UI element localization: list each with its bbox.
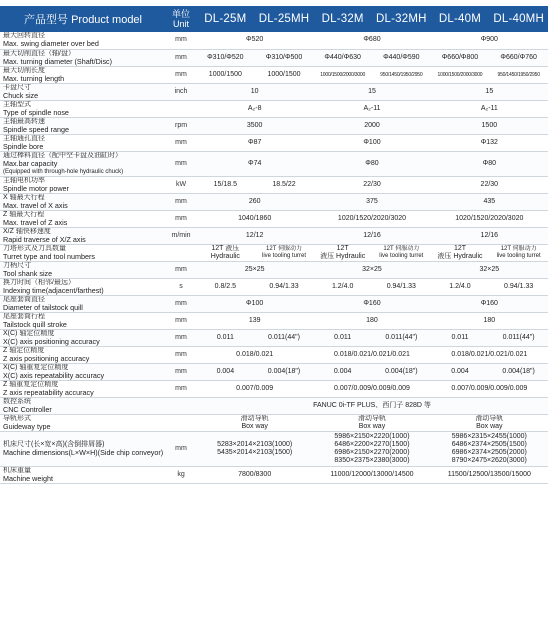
spec-name-cell	[0, 397, 166, 414]
spec-name-cn: Z 轴重复定位精度	[3, 380, 59, 388]
spec-unit-cell	[166, 397, 196, 414]
spec-name-cell	[0, 414, 166, 431]
model-header-1: DL-25MH	[255, 6, 314, 32]
spec-name-cn: X(C) 轴重复定位精度	[3, 363, 69, 371]
spec-name-en: Chuck size	[3, 90, 39, 100]
spec-value-cell	[313, 244, 372, 261]
spec-unit-cell: mm	[166, 193, 196, 210]
spec-value-cell: 1000/1500/2000/3000	[431, 66, 490, 83]
spec-row	[0, 380, 548, 397]
spec-name-cn: 主轴最高转速	[3, 117, 45, 125]
spec-unit-cell: kg	[166, 466, 196, 483]
spec-name-en: Spindle speed range	[3, 124, 69, 134]
unit-header	[166, 6, 196, 32]
spec-value-line: Box way	[241, 422, 268, 430]
spec-name-cn: 换刀时间（相邻/最远）	[3, 278, 75, 286]
spec-value-cell: Φ440/Φ630	[313, 49, 372, 66]
spec-value-line: 6986×2150×2270(2000)	[334, 448, 410, 456]
spec-value-cell: 1020/1520/2020/3020	[431, 210, 548, 227]
spec-value-line: live tooling turret	[261, 252, 307, 259]
spec-name-cell	[0, 210, 166, 227]
spec-name-cn: 尾座套筒行程	[3, 312, 45, 320]
spec-row	[0, 466, 548, 483]
spec-name-en: Machine weight	[3, 473, 53, 483]
spec-value-cell: 25×25	[196, 261, 313, 278]
spec-unit-cell: mm	[166, 210, 196, 227]
spec-row	[0, 431, 548, 466]
spec-value-cell: 0.011	[313, 329, 372, 346]
spec-row	[0, 193, 548, 210]
spec-value-cell: Φ310/Φ500	[255, 49, 314, 66]
spec-value-line: 12T 伺服动力	[500, 245, 537, 252]
spec-value-line: 液压 Hydraulic	[320, 252, 366, 260]
spec-value-cell: 1000/1500	[196, 66, 255, 83]
spec-row	[0, 66, 548, 83]
spec-row	[0, 312, 548, 329]
spec-name-cn: 刀塔形式及刀具数量	[3, 244, 66, 252]
spec-name-en: Max. turning diameter (Shaft/Disc)	[3, 56, 113, 66]
spec-row	[0, 134, 548, 151]
spec-value-cell: 11500/12500/13500/15000	[431, 466, 548, 483]
spec-row	[0, 414, 548, 431]
spec-value-cell: 32×25	[313, 261, 430, 278]
spec-unit-cell: mm	[166, 346, 196, 363]
spec-value-cell	[255, 244, 314, 261]
spec-row	[0, 227, 548, 244]
spec-value-cell: 22/30	[431, 176, 548, 193]
spec-value-cell	[431, 414, 548, 431]
unit-header-cn: 单位	[172, 9, 191, 19]
spec-table-body	[0, 32, 548, 483]
spec-value-cell: 15	[431, 83, 548, 100]
spec-value-line: Hydraulic	[210, 252, 240, 260]
spec-unit-cell: mm	[166, 312, 196, 329]
spec-name-en-note: (Equipped with through-hole hydraulic chuck)	[3, 168, 124, 175]
spec-name-cell	[0, 100, 166, 117]
spec-name-cn: 最大回转直径	[3, 32, 45, 40]
spec-value-cell: 180	[431, 312, 548, 329]
spec-value-cell: Φ80	[431, 151, 548, 176]
spec-value-cell: 0.011(44")	[255, 329, 314, 346]
spec-value-cell: 0.004(18")	[255, 363, 314, 380]
spec-value-cell: 12/12	[196, 227, 313, 244]
spec-value-cell: Φ440/Φ590	[372, 49, 431, 66]
spec-value-line: 6486×2200×2270(1500)	[334, 440, 410, 448]
spec-name-cn: X(C) 轴定位精度	[3, 329, 55, 337]
spec-value-cell: 0.018/0.021/0.021/0.021	[431, 346, 548, 363]
spec-value-cell: 0.004	[196, 363, 255, 380]
spec-name-en: Max. swing diameter over bed	[3, 39, 99, 49]
spec-name-en: Tool shank size	[3, 268, 53, 278]
spec-name-en: Z axis repeatability accuracy	[3, 387, 94, 397]
spec-name-en: Diameter of tailstock quill	[3, 302, 83, 312]
spec-unit-cell: kW	[166, 176, 196, 193]
spec-value-cell: Φ74	[196, 151, 313, 176]
model-header-3: DL-32MH	[372, 6, 431, 32]
spec-value-cell: 1.2/4.0	[313, 278, 372, 295]
spec-value-cell: Φ660/Φ760	[489, 49, 548, 66]
spec-value-line: live tooling turret	[496, 252, 541, 259]
spec-value-line: live tooling turret	[379, 252, 424, 259]
spec-name-cn: 主轴电机功率	[3, 176, 45, 184]
spec-name-cn: 最大切削直径（轴/盘）	[3, 49, 75, 57]
spec-name-cell	[0, 346, 166, 363]
spec-name-cell	[0, 261, 166, 278]
spec-value-cell: Φ160	[313, 295, 430, 312]
model-header-2: DL-32M	[313, 6, 372, 32]
spec-value-cell: 950/1450/1950/2950	[372, 66, 431, 83]
spec-value-cell: Φ87	[196, 134, 313, 151]
spec-value-cell: 180	[313, 312, 430, 329]
spec-value-cell	[313, 431, 430, 466]
spec-value-cell: 15	[313, 83, 430, 100]
spec-value-cell: 0.004	[431, 363, 490, 380]
spec-row	[0, 329, 548, 346]
spec-name-cn: Z 轴定位精度	[3, 346, 45, 354]
spec-value-cell: 0.011	[196, 329, 255, 346]
model-header-0: DL-25M	[196, 6, 255, 32]
spec-unit-cell: mm	[166, 261, 196, 278]
spec-unit-cell: mm	[166, 151, 196, 176]
spec-row	[0, 49, 548, 66]
spec-value-cell: 375	[313, 193, 430, 210]
spec-row	[0, 261, 548, 278]
spec-value-cell: Φ310/Φ520	[196, 49, 255, 66]
spec-value-line: 12T	[336, 244, 349, 252]
spec-unit-cell: inch	[166, 83, 196, 100]
spec-name-cn: 主轴型式	[3, 100, 31, 108]
spec-value-cell: 0.018/0.021/0.021/0.021	[313, 346, 430, 363]
spec-unit-cell: mm	[166, 329, 196, 346]
model-header-5: DL-40MH	[489, 6, 548, 32]
spec-name-cn: X/Z 轴快移速度	[3, 227, 51, 235]
table-header-row	[0, 6, 548, 32]
spec-name-en: Turret type and tool numbers	[3, 251, 96, 261]
spec-value-cell: Φ100	[313, 134, 430, 151]
spec-unit-cell: s	[166, 278, 196, 295]
spec-row	[0, 100, 548, 117]
spec-name-en: Z axis positioning accuracy	[3, 353, 90, 363]
spec-unit-cell	[166, 244, 196, 261]
spec-value-cell	[313, 414, 430, 431]
spec-name-cell	[0, 83, 166, 100]
spec-value-cell: Φ660/Φ800	[431, 49, 490, 66]
spec-value-cell	[196, 414, 313, 431]
spec-value-cell: 1040/1860	[196, 210, 313, 227]
spec-name-en: Rapid traverse of X/Z axis	[3, 234, 86, 244]
spec-name-cell	[0, 117, 166, 134]
spec-value-line: 6486×2374×2505(1500)	[451, 440, 527, 448]
spec-name-cell	[0, 466, 166, 483]
spec-value-cell: Φ100	[196, 295, 313, 312]
spec-value-cell: 0.94/1.33	[255, 278, 314, 295]
spec-value-cell: 1020/1520/2020/3020	[313, 210, 430, 227]
spec-name-cn: X 轴最大行程	[3, 193, 45, 201]
spec-value-cell	[489, 244, 548, 261]
spec-value-cell: 139	[196, 312, 313, 329]
spec-unit-cell: m/min	[166, 227, 196, 244]
spec-value-cell: 1000/1500/2000/3000	[313, 66, 372, 83]
spec-value-line: 滑动导轨	[357, 414, 386, 422]
spec-row	[0, 210, 548, 227]
spec-value-cell: 0.004	[313, 363, 372, 380]
spec-value-cell: 0.94/1.33	[489, 278, 548, 295]
spec-name-cell	[0, 49, 166, 66]
spec-value-cell: 0.004(18")	[489, 363, 548, 380]
spec-value-cell: 0.007/0.009	[196, 380, 313, 397]
spec-value-cell	[196, 244, 255, 261]
spec-name-en: CNC Controller	[3, 404, 52, 414]
spec-unit-cell	[166, 414, 196, 431]
spec-name-en: X(C) axis positioning accuracy	[3, 336, 100, 346]
spec-row	[0, 363, 548, 380]
spec-name-cn: 卡盘尺寸	[3, 83, 31, 91]
spec-value-cell: 1500	[431, 117, 548, 134]
product-model-header: 产品型号 Product model	[0, 6, 166, 32]
spec-value-cell: Φ132	[431, 134, 548, 151]
spec-name-cell	[0, 151, 166, 176]
spec-value-cell: 1.2/4.0	[431, 278, 490, 295]
spec-name-cell	[0, 431, 166, 466]
spec-name-en: Indexing time(adjacent/farthest)	[3, 285, 104, 295]
spec-value-cell: 950/1450/1950/2950	[489, 66, 548, 83]
spec-value-cell: 18.5/22	[255, 176, 314, 193]
spec-name-cell	[0, 32, 166, 49]
spec-unit-cell: mm	[166, 295, 196, 312]
spec-name-cn: 机床尺寸(长×宽×高)(含倒排屑器)	[3, 440, 105, 448]
spec-value-cell: 11000/12000/13000/14500	[313, 466, 430, 483]
spec-name-cell	[0, 380, 166, 397]
spec-value-line: 12T	[453, 244, 466, 252]
spec-name-cn: 刀柄尺寸	[3, 261, 31, 269]
spec-value-cell: 22/30	[313, 176, 430, 193]
spec-value-cell: 0.011	[431, 329, 490, 346]
spec-row	[0, 295, 548, 312]
spec-name-cell	[0, 278, 166, 295]
spec-name-en: Max. turning length	[3, 73, 65, 83]
spec-name-en: Max. travel of X axis	[3, 200, 68, 210]
spec-row	[0, 176, 548, 193]
spec-value-line: 滑动导轨	[475, 414, 504, 422]
spec-name-en: Type of spindle nose	[3, 107, 69, 117]
spec-value-line: 5283×2014×2103(1000)	[217, 440, 293, 448]
spec-name-cn: 通过棒料直径（配中空卡盘及油缸时）	[3, 151, 122, 159]
spec-name-cn: 最大切削长度	[3, 66, 45, 74]
spec-name-cn: 数控系统	[3, 397, 31, 405]
spec-name-en: Max.bar capacity	[3, 158, 58, 168]
spec-name-en: Guideway type	[3, 421, 51, 431]
spec-value-cell: 260	[196, 193, 313, 210]
spec-value-line: 滑动导轨	[240, 414, 269, 422]
spec-value-line: 5986×2315×2455(1000)	[451, 432, 527, 440]
spec-value-cell: 0.8/2.5	[196, 278, 255, 295]
spec-value-line: 12T 伺服动力	[266, 245, 302, 252]
unit-header-en: Unit	[173, 19, 190, 29]
spec-name-en: Max. travel of Z axis	[3, 217, 68, 227]
spec-name-cell	[0, 176, 166, 193]
spec-value-cell: 0.007/0.009/0.009/0.009	[313, 380, 430, 397]
spec-row	[0, 346, 548, 363]
spec-row	[0, 117, 548, 134]
spec-name-cell	[0, 134, 166, 151]
spec-value-cell: 0.007/0.009/0.009/0.009	[431, 380, 548, 397]
spec-value-cell: 7800/8300	[196, 466, 313, 483]
spec-name-en: Spindle bore	[3, 141, 44, 151]
spec-value-line: 12T 液压	[211, 244, 240, 252]
spec-value-line: 液压 Hydraulic	[437, 252, 483, 260]
spec-row	[0, 397, 548, 414]
spec-row	[0, 32, 548, 49]
spec-value-cell: 0.011(44")	[372, 329, 431, 346]
spec-table	[0, 6, 548, 484]
spec-value-line: Box way	[476, 422, 503, 430]
spec-value-line: 8790×2475×2620(3000)	[451, 456, 527, 464]
spec-name-cell	[0, 244, 166, 261]
spec-value-cell: Φ520	[196, 32, 313, 49]
spec-value-line: 5435×2014×2103(1500)	[217, 448, 293, 456]
spec-value-cell	[196, 431, 313, 466]
spec-name-cell	[0, 227, 166, 244]
spec-unit-cell: mm	[166, 363, 196, 380]
spec-value-line: 8350×2375×2380(3000)	[334, 456, 410, 464]
spec-name-en: Machine dimensions(L×W×H)(Side chip conveyor)	[3, 447, 164, 457]
spec-value-cell: A₂-11	[431, 100, 548, 117]
spec-unit-cell: mm	[166, 380, 196, 397]
spec-value-line: 6986×2374×2505(2000)	[451, 448, 527, 456]
spec-name-en: Tailstock quill stroke	[3, 319, 67, 329]
spec-unit-cell: rpm	[166, 117, 196, 134]
spec-value-cell: 15/18.5	[196, 176, 255, 193]
spec-value-cell: 3500	[196, 117, 313, 134]
spec-value-cell: A₂-8	[196, 100, 313, 117]
spec-unit-cell	[166, 100, 196, 117]
spec-row	[0, 278, 548, 295]
spec-value-cell: Φ160	[431, 295, 548, 312]
spec-row	[0, 151, 548, 176]
spec-name-cn: Z 轴最大行程	[3, 210, 45, 218]
spec-value-cell: 435	[431, 193, 548, 210]
spec-row	[0, 244, 548, 261]
spec-name-cell	[0, 329, 166, 346]
spec-name-cell	[0, 363, 166, 380]
spec-value-cell	[372, 244, 431, 261]
spec-value-cell: 12/16	[313, 227, 430, 244]
spec-name-en: Spindle motor power	[3, 183, 69, 193]
spec-value-cell: 12/16	[431, 227, 548, 244]
spec-value-cell: 0.94/1.33	[372, 278, 431, 295]
spec-value-cell: Φ900	[431, 32, 548, 49]
spec-unit-cell: mm	[166, 49, 196, 66]
spec-name-cell	[0, 312, 166, 329]
spec-value-line: 5986×2150×2220(1000)	[334, 432, 410, 440]
spec-name-cell	[0, 66, 166, 83]
spec-value-cell: 1000/1500	[255, 66, 314, 83]
spec-name-cn: 主轴通孔直径	[3, 134, 45, 142]
spec-value-cell	[431, 431, 548, 466]
spec-value-cell: 0.018/0.021	[196, 346, 313, 363]
spec-value-cell: 2000	[313, 117, 430, 134]
spec-value-cell	[431, 244, 490, 261]
spec-value-cell: A₂-11	[313, 100, 430, 117]
spec-unit-cell: mm	[166, 431, 196, 466]
spec-value-cell: 32×25	[431, 261, 548, 278]
spec-value-cell: Φ80	[313, 151, 430, 176]
spec-name-cell	[0, 193, 166, 210]
model-header-4: DL-40M	[431, 6, 490, 32]
spec-value-cell: 0.011(44")	[489, 329, 548, 346]
spec-unit-cell: mm	[166, 134, 196, 151]
spec-name-cn: 导轨形式	[3, 414, 31, 422]
spec-row	[0, 83, 548, 100]
spec-unit-cell: mm	[166, 66, 196, 83]
spec-value-cell: 10	[196, 83, 313, 100]
spec-value-line: 12T 伺服动力	[383, 245, 420, 252]
spec-unit-cell: mm	[166, 32, 196, 49]
spec-value-line: Box way	[358, 422, 386, 430]
spec-value-cell: 0.004(18")	[372, 363, 431, 380]
spec-value-cell: FANUC 0i-TF PLUS、西门子 828D 等	[196, 397, 548, 414]
spec-name-cn: 尾座套筒直径	[3, 295, 45, 303]
spec-name-cn: 机床重量	[3, 466, 31, 474]
spec-name-cell	[0, 295, 166, 312]
spec-name-en: X(C) axis repeatability accuracy	[3, 370, 105, 380]
spec-value-cell: Φ680	[313, 32, 430, 49]
